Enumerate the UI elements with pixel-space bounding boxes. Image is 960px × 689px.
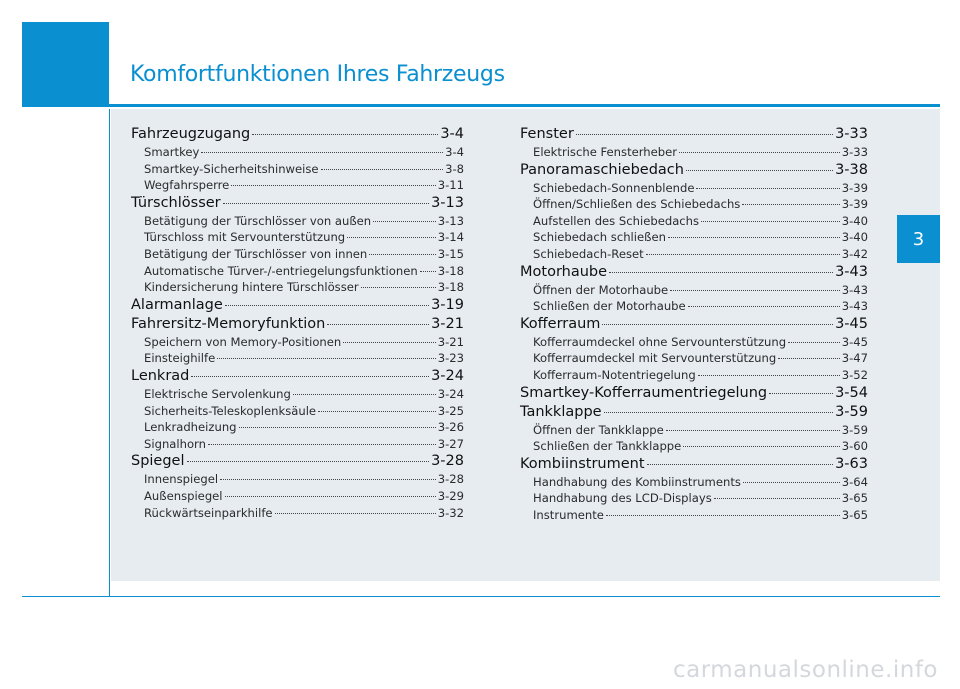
toc-entry-label: Rückwärtseinparkhilfe [144,505,273,520]
toc-page-number: 3-45 [841,334,868,349]
toc-subsection-entry[interactable] [520,282,868,299]
toc-entry-label: Kofferraum [520,315,601,332]
toc-entry-label: Kofferraumdeckel ohne Servounterstützung [533,334,787,349]
toc-entry-label: Spiegel [131,453,185,470]
toc-section-entry[interactable] [520,161,868,180]
toc-entry-label: Öffnen der Motorhaube [533,282,669,297]
toc-page-number: 3-39 [841,197,868,212]
toc-entry-label: Einsteighilfe [144,351,216,366]
toc-section-entry[interactable] [520,384,868,403]
toc-subsection-entry[interactable] [520,213,868,230]
toc-leader-dots [769,393,833,394]
toc-leader-dots [679,152,840,153]
toc-subsection-entry[interactable] [131,246,464,263]
toc-leader-dots [743,482,840,483]
toc-subsection-entry[interactable] [131,386,464,403]
toc-page-number: 3-60 [841,439,868,454]
toc-page-number: 3-28 [437,472,464,487]
toc-entry-label: Kofferraumdeckel mit Servounterstützung [533,351,777,366]
toc-page-number: 3-4 [440,126,464,142]
toc-page-number: 3-29 [437,488,464,503]
toc-page-number: 3-24 [431,367,464,384]
toc-subsection-entry[interactable] [520,196,868,213]
toc-page-number: 3-33 [841,145,868,159]
toc-entry-label: Motorhaube [520,263,608,280]
toc-subsection-entry[interactable] [131,488,464,505]
toc-page-number: 3-26 [437,420,464,435]
toc-entry-label: Betätigung der Türschlösser von innen [144,246,368,261]
toc-subsection-entry[interactable] [520,298,868,315]
toc-entry-label: Außenspiegel [144,488,223,503]
toc-page-number: 3-27 [437,436,464,451]
toc-leader-dots [369,254,435,255]
toc-subsection-entry[interactable] [131,279,464,296]
toc-leader-dots [701,221,840,222]
toc-leader-dots [778,358,839,359]
toc-page-number: 3-65 [841,507,868,522]
toc-entry-label: Fenster [520,126,574,142]
toc-entry-label: Sicherheits-Teleskoplenksäule [144,403,317,418]
toc-leader-dots [666,430,840,431]
header-rule [22,104,940,107]
toc-entry-label: Smartkey-Sicherheitshinweise [144,161,319,176]
toc-subsection-entry[interactable] [520,180,868,197]
toc-page-number: 3-42 [841,246,868,261]
chapter-tab[interactable]: 3 [897,215,940,263]
toc-leader-dots [347,237,436,238]
toc-subsection-entry[interactable] [131,161,464,178]
toc-page-number: 3-63 [835,455,868,472]
toc-entry-label: Schiebedach schließen [533,230,666,245]
toc-subsection-entry[interactable] [131,419,464,436]
toc-leader-dots [239,427,436,428]
toc-page-number: 3-38 [835,161,868,178]
toc-leader-dots [343,342,435,343]
toc-subsection-entry[interactable] [520,474,868,491]
toc-leader-dots [714,498,840,499]
toc-subsection-entry[interactable] [520,367,868,384]
toc-section-entry[interactable] [131,315,464,334]
toc-leader-dots [742,204,839,205]
toc-page-number: 3-45 [835,315,868,332]
toc-leader-dots [223,203,429,204]
toc-page-number: 3-28 [431,453,464,470]
toc-page-number: 3-21 [431,315,464,332]
toc-page-number: 3-47 [841,351,868,366]
toc-leader-dots [225,305,429,306]
toc-section-entry[interactable] [131,194,464,213]
toc-section-entry[interactable] [520,403,868,422]
toc-subsection-entry[interactable] [520,334,868,351]
toc-leader-dots [420,271,436,272]
toc-entry-label: Betätigung der Türschlösser von außen [144,213,372,228]
toc-entry-label: Schließen der Tankklappe [533,439,682,454]
toc-entry-label: Tankklappe [520,403,602,420]
toc-entry-label: Smartkey [144,145,200,159]
toc-entry-label: Wegfahrsperre [144,178,230,193]
toc-subsection-entry[interactable] [520,507,868,524]
toc-leader-dots [252,134,438,135]
toc-leader-dots [686,170,833,171]
toc-subsection-entry[interactable] [520,490,868,507]
toc-leader-dots [609,272,833,273]
toc-page-number: 3-43 [841,282,868,297]
toc-entry-label: Lenkradheizung [144,420,237,435]
toc-entry-label: Handhabung des LCD-Displays [533,491,712,506]
toc-entry-label: Aufstellen des Schiebedachs [533,213,700,228]
toc-leader-dots [576,134,833,135]
toc-section-entry[interactable] [520,455,868,474]
toc-subsection-entry[interactable] [131,144,464,161]
toc-page-number: 3-23 [437,351,464,366]
toc-page-number: 3-21 [437,334,464,349]
toc-page-number: 3-24 [437,386,464,401]
toc-leader-dots [327,324,429,325]
toc-leader-dots [225,496,436,497]
toc-subsection-entry[interactable] [520,438,868,455]
toc-page-number: 3-13 [437,213,464,228]
toc-subsection-entry[interactable] [131,436,464,453]
toc-entry-label: Innenspiegel [144,472,219,487]
toc-page-number: 3-65 [841,491,868,506]
toc-entry-label: Schiebedach-Sonnenblende [533,180,695,195]
toc-page-number: 3-43 [841,299,868,314]
toc-subsection-entry[interactable] [520,229,868,246]
toc-leader-dots [187,461,430,462]
toc-leader-dots [698,375,840,376]
toc-subsection-entry[interactable] [131,229,464,246]
toc-section-entry[interactable] [131,367,464,386]
toc-subsection-entry[interactable] [520,350,868,367]
toc-leader-dots [373,221,436,222]
toc-entry-label: Panoramaschiebedach [520,161,684,178]
page-title: Komfortfunktionen Ihres Fahrzeugs [130,62,505,87]
toc-subsection-entry[interactable] [520,144,868,161]
toc-leader-dots [602,324,833,325]
toc-page-number: 3-40 [841,230,868,245]
toc-entry-label: Signalhorn [144,436,206,451]
toc-entry-label: Instrumente [533,507,604,522]
toc-entry-label: Schließen der Motorhaube [533,299,686,314]
toc-section-entry[interactable] [520,315,868,334]
toc-entry-label: Fahrersitz-Memoryfunktion [131,315,326,332]
toc-entry-label: Alarmanlage [131,296,223,313]
toc-leader-dots [361,287,436,288]
toc-leader-dots [647,464,834,465]
toc-subsection-entry[interactable] [131,505,464,522]
toc-section-entry[interactable] [131,296,464,315]
toc-page-number: 3-14 [437,230,464,245]
toc-subsection-entry[interactable] [520,422,868,439]
toc-page-number: 3-33 [835,126,868,142]
toc-subsection-entry[interactable] [131,471,464,488]
toc-entry-label: Schiebedach-Reset [533,246,644,261]
toc-page-number: 3-43 [835,263,868,280]
toc-page-number: 3-40 [841,213,868,228]
toc-subsection-entry[interactable] [131,213,464,230]
toc-entry-label: Kindersicherung hintere Türschlösser [144,280,359,295]
toc-page-number: 3-11 [437,178,464,193]
toc-subsection-entry[interactable] [131,350,464,367]
toc-subsection-entry[interactable] [131,334,464,351]
toc-leader-dots [604,412,834,413]
toc-leader-dots [293,394,436,395]
toc-subsection-entry[interactable] [131,263,464,280]
toc-entry-label: Smartkey-Kofferraumentriegelung [520,384,768,401]
toc-entry-label: Kombiinstrument [520,455,645,472]
toc-entry-label: Speichern von Memory-Positionen [144,334,342,349]
toc-entry-label: Fahrzeugzugang [131,126,251,142]
toc-entry-label: Automatische Türver-/-entriegelungsfunktionen [144,263,418,278]
toc-page-number: 3-19 [431,296,464,313]
toc-entry-label: Elektrische Fensterheber [533,145,678,159]
toc-leader-dots [670,290,840,291]
toc-leader-dots [696,188,839,189]
toc-page-number: 3-59 [841,422,868,437]
toc-entry-label: Öffnen der Tankklappe [533,422,664,437]
chapter-color-block [22,22,109,107]
toc-entry-label: Türschlösser [131,194,221,211]
toc-section-entry[interactable] [131,452,464,471]
toc-subsection-entry[interactable] [520,246,868,263]
toc-left-column [131,125,464,521]
toc-leader-dots [606,515,840,516]
toc-page-number: 3-54 [835,384,868,401]
toc-page-number: 3-18 [437,280,464,295]
toc-subsection-entry[interactable] [131,177,464,194]
toc-leader-dots [688,306,840,307]
toc-section-entry[interactable] [520,263,868,282]
toc-leader-dots [201,152,443,153]
toc-page-number: 3-8 [445,161,464,176]
left-margin-rule [109,109,110,597]
toc-page-number: 3-59 [835,403,868,420]
toc-leader-dots [788,342,840,343]
toc-leader-dots [668,237,840,238]
toc-page-number: 3-18 [437,263,464,278]
toc-page-number: 3-64 [841,474,868,489]
toc-leader-dots [646,254,840,255]
watermark: carmanualsonline.info [672,657,938,683]
toc-entry-label: Elektrische Servolenkung [144,386,291,401]
toc-entry-label: Öffnen/Schließen des Schiebedachs [533,197,741,212]
toc-leader-dots [231,185,435,186]
toc-leader-dots [321,169,444,170]
toc-page-number: 3-13 [431,194,464,211]
toc-page-number: 3-25 [437,403,464,418]
toc-page-number: 3-4 [445,145,464,159]
toc-entry-label: Handhabung des Kombiinstruments [533,474,741,489]
toc-leader-dots [208,444,436,445]
footer-rule [22,596,940,597]
toc-right-column [520,125,868,524]
toc-subsection-entry[interactable] [131,403,464,420]
toc-page-number: 3-32 [437,505,464,520]
toc-entry-label: Lenkrad [131,367,190,384]
toc-leader-dots [683,446,839,447]
toc-page-number: 3-39 [841,180,868,195]
toc-section-entry[interactable] [520,125,868,144]
toc-leader-dots [318,411,436,412]
toc-leader-dots [220,479,436,480]
toc-leader-dots [275,513,436,514]
toc-leader-dots [217,358,435,359]
toc-section-entry[interactable] [131,125,464,144]
toc-entry-label: Kofferraum-Notentriegelung [533,367,696,382]
toc-leader-dots [191,376,429,377]
toc-page-number: 3-52 [841,367,868,382]
toc-page-number: 3-15 [437,246,464,261]
toc-entry-label: Türschloss mit Servounterstützung [144,230,346,245]
